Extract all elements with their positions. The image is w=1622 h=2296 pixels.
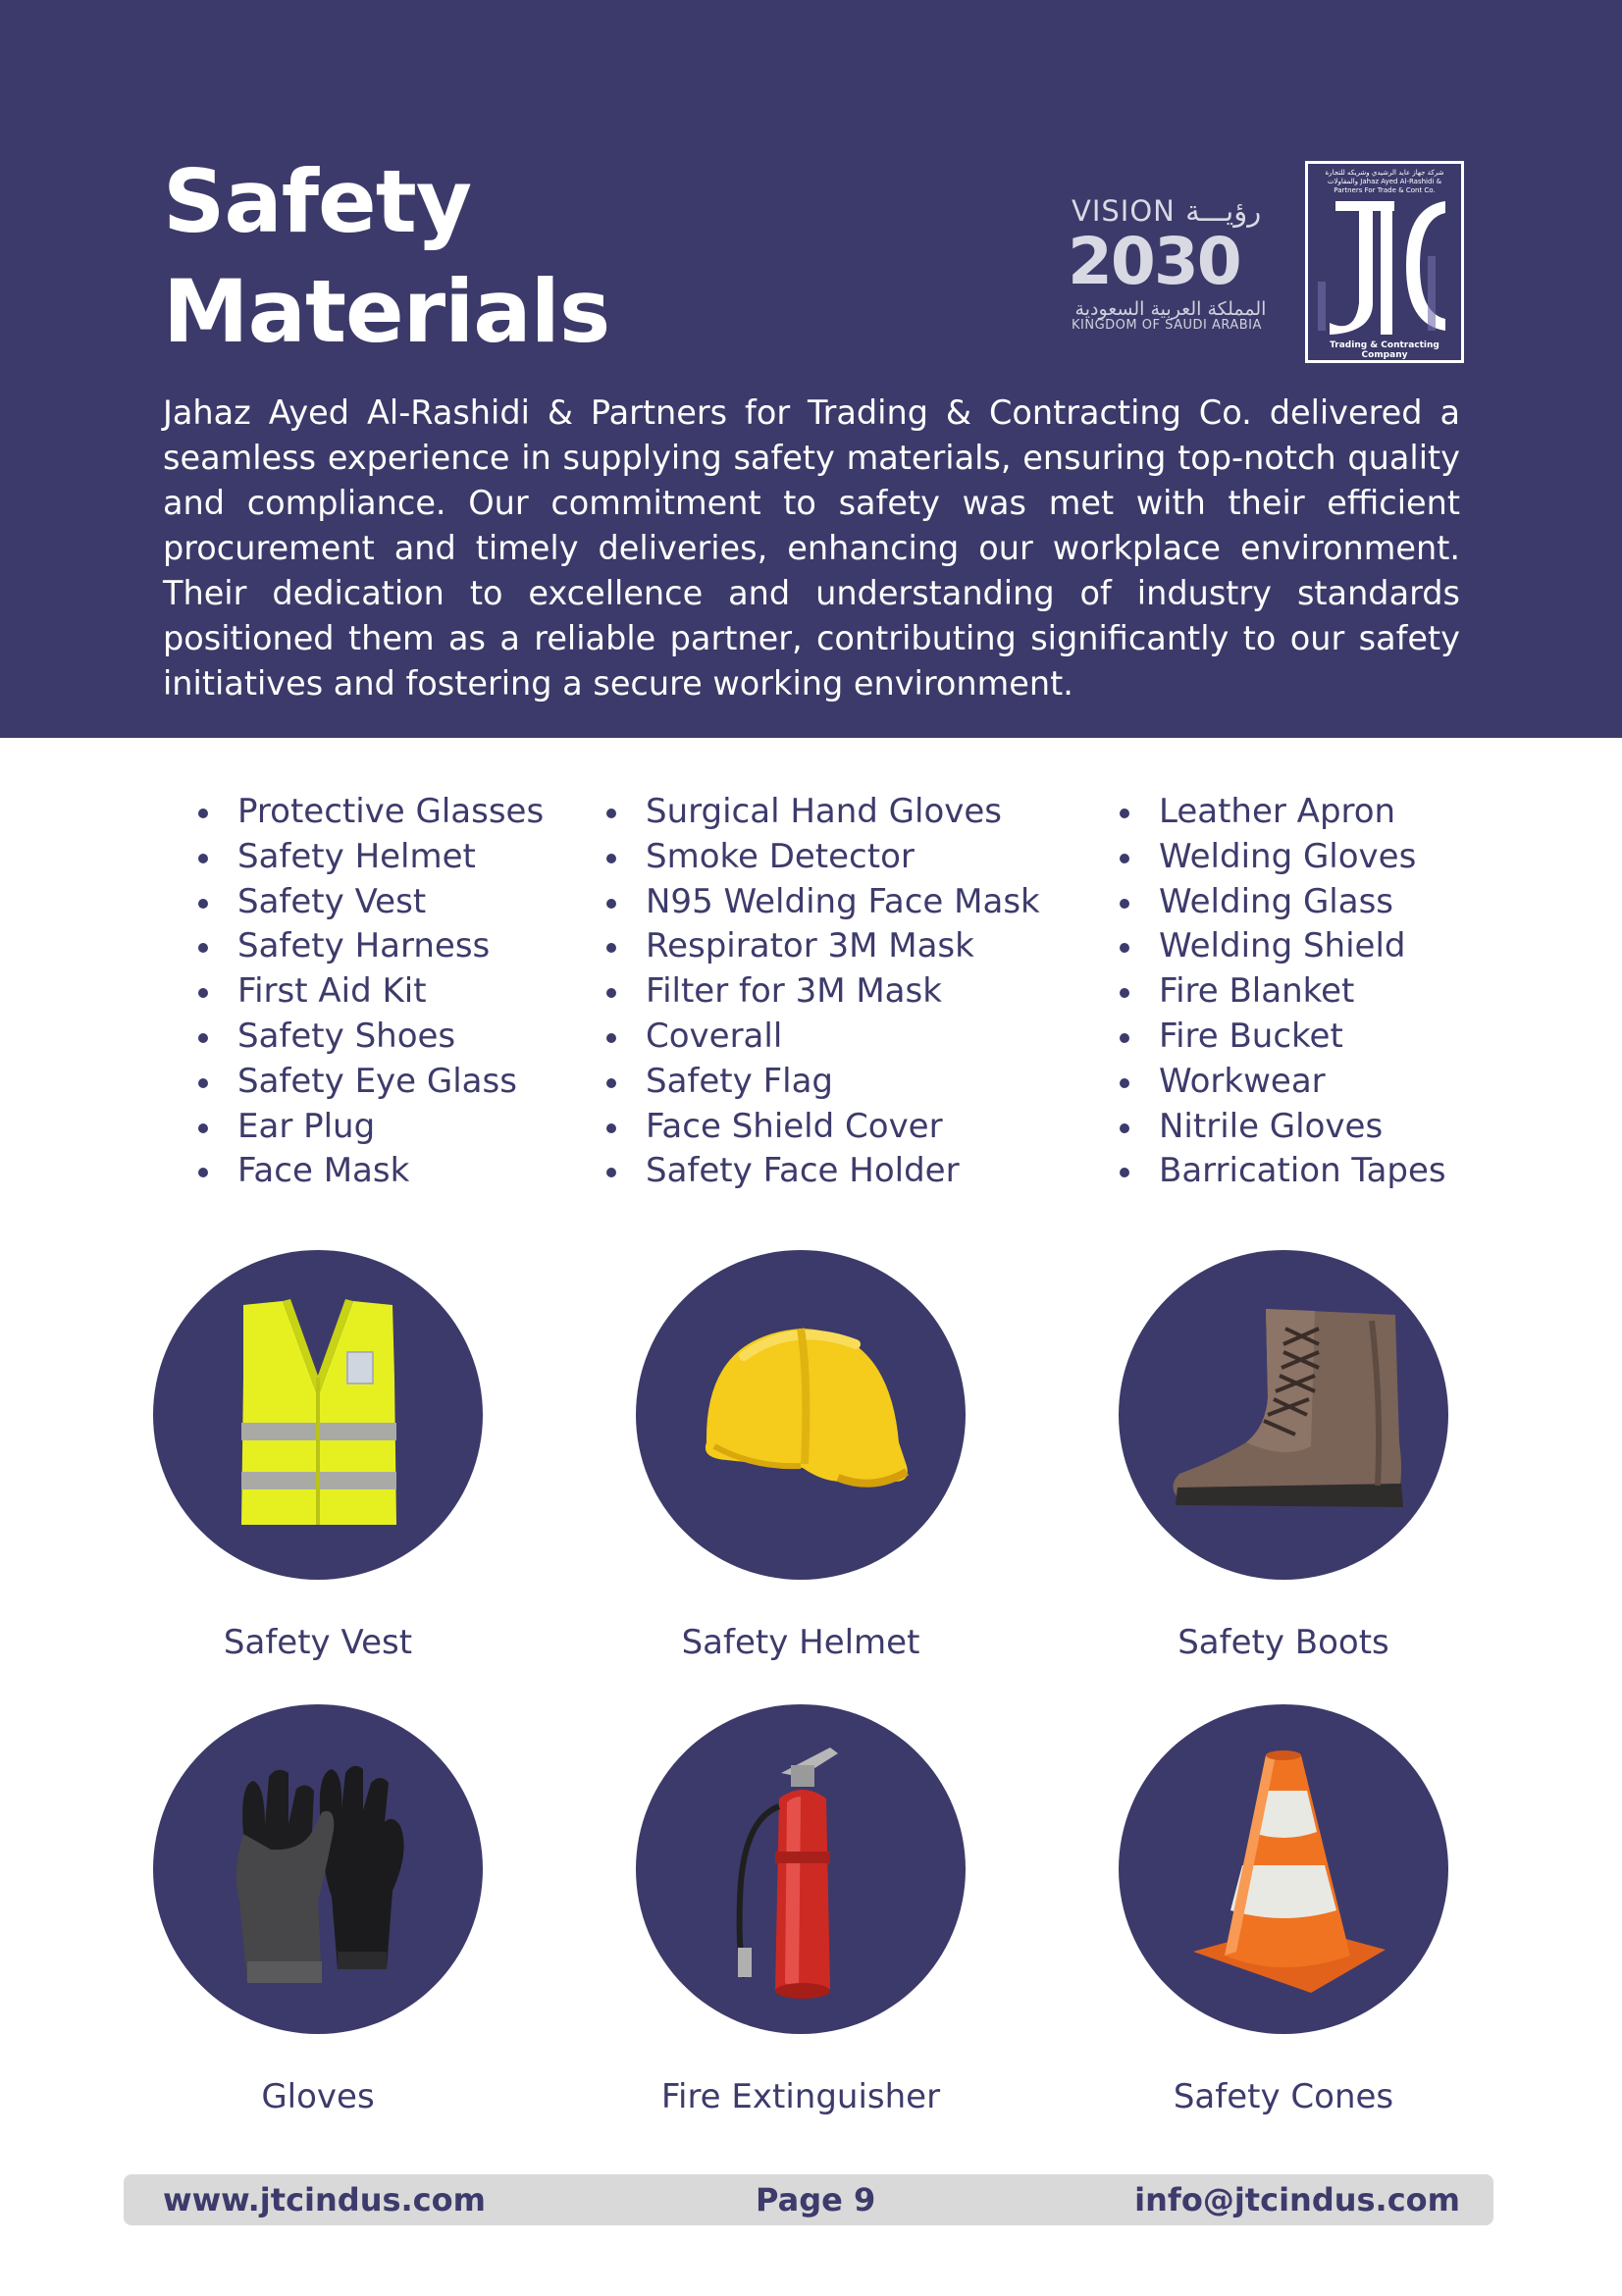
list-item: Filter for 3M Mask: [606, 969, 1040, 1015]
list-item: Fire Bucket: [1120, 1015, 1446, 1060]
footer-website-link[interactable]: www.jtcindus.com: [163, 2181, 486, 2218]
safety-vest-image: [153, 1250, 483, 1580]
intro-paragraph: Jahaz Ayed Al-Rashidi & Partners for Trading & Contracting Co. delivered a seamless experience in supplying safety materials, ensuring top-notch quality and compliance. Our commitment to safety was met with their efficient procurement and timely deliveries, enhancing our workplace environment. Their dedication to excellence and understanding of industry standards positioned them as a reliable partner, contributing significantly to our safety initiatives and fostering a secure working environment.: [163, 393, 1460, 703]
jtc-logo: [1305, 161, 1464, 363]
page-title: [163, 147, 609, 367]
materials-list-column-1: [198, 790, 544, 1194]
materials-list-column-2: [606, 790, 1040, 1194]
vision-country: KINGDOM OF SAUDI ARABIA: [1072, 318, 1262, 333]
gloves-image: [153, 1704, 483, 2034]
list-item: Face Shield Cover: [606, 1105, 1040, 1150]
vision-arabic-word: رؤيـــة: [1185, 194, 1262, 228]
vision-word: VISION: [1072, 194, 1176, 228]
product-circle: [636, 1250, 966, 1580]
list-item: Protective Glasses: [198, 790, 544, 835]
jtc-logo-bottom-text: Trading & Contracting Company: [1330, 340, 1439, 360]
safety-helmet-image: [636, 1250, 966, 1580]
product-caption: Fire Extinguisher: [660, 2077, 941, 2116]
list-item: Nitrile Gloves: [1120, 1105, 1446, 1150]
product-circle: [1119, 1250, 1448, 1580]
materials-list-column-3: [1120, 790, 1446, 1194]
list-item: Smoke Detector: [606, 835, 1040, 880]
list-item: Ear Plug: [198, 1105, 544, 1150]
product-caption: Safety Cones: [1173, 2077, 1394, 2116]
footer-email-link[interactable]: info@jtcindus.com: [1134, 2181, 1460, 2218]
product-caption: Safety Boots: [1177, 1623, 1389, 1662]
title-line-2: Materials: [163, 261, 610, 362]
list-item: Welding Gloves: [1120, 835, 1446, 880]
list-item: Welding Glass: [1120, 880, 1446, 925]
vision-year: 2030: [1068, 224, 1240, 299]
list-item: Safety Vest: [198, 880, 544, 925]
vision-arabic-country: المملكة العربية السعودية: [1074, 298, 1267, 320]
list-item: Coverall: [606, 1015, 1040, 1060]
list-item: Safety Harness: [198, 924, 544, 969]
header-banner: [0, 0, 1622, 738]
list-item: Leather Apron: [1120, 790, 1446, 835]
list-item: N95 Welding Face Mask: [606, 880, 1040, 925]
list-item: Surgical Hand Gloves: [606, 790, 1040, 835]
list-item: Safety Eye Glass: [198, 1060, 544, 1105]
list-item: Safety Face Holder: [606, 1149, 1040, 1194]
product-circle: [153, 1704, 483, 2034]
vision-2030-logo: [1068, 192, 1276, 332]
product-caption: Safety Vest: [223, 1623, 413, 1662]
product-caption: Safety Helmet: [681, 1623, 920, 1662]
jtc-monogram-icon: [1316, 187, 1453, 337]
list-item: Workwear: [1120, 1060, 1446, 1105]
list-item: Welding Shield: [1120, 924, 1446, 969]
jtc-logo-top-text: شركة جهاز عايد الرشيدي وشريكه للتجارة والمقاولات Jahaz Ayed Al-Rashidi & Partners For Trade & Cont Co.: [1325, 169, 1444, 194]
list-item: Respirator 3M Mask: [606, 924, 1040, 969]
product-circle: [153, 1250, 483, 1580]
product-circle: [636, 1704, 966, 2034]
list-item: Safety Shoes: [198, 1015, 544, 1060]
list-item: Safety Flag: [606, 1060, 1040, 1105]
safety-cone-image: [1119, 1704, 1448, 2034]
list-item: Barrication Tapes: [1120, 1149, 1446, 1194]
list-item: Fire Blanket: [1120, 969, 1446, 1015]
list-item: First Aid Kit: [198, 969, 544, 1015]
safety-boots-image: [1119, 1250, 1448, 1580]
footer-bar: [124, 2174, 1493, 2225]
product-caption: Gloves: [261, 2077, 375, 2116]
list-item: Safety Helmet: [198, 835, 544, 880]
title-line-1: Safety: [163, 151, 472, 252]
list-item: Face Mask: [198, 1149, 544, 1194]
fire-extinguisher-image: [636, 1704, 966, 2034]
page-number: Page 9: [756, 2181, 876, 2218]
product-circle: [1119, 1704, 1448, 2034]
